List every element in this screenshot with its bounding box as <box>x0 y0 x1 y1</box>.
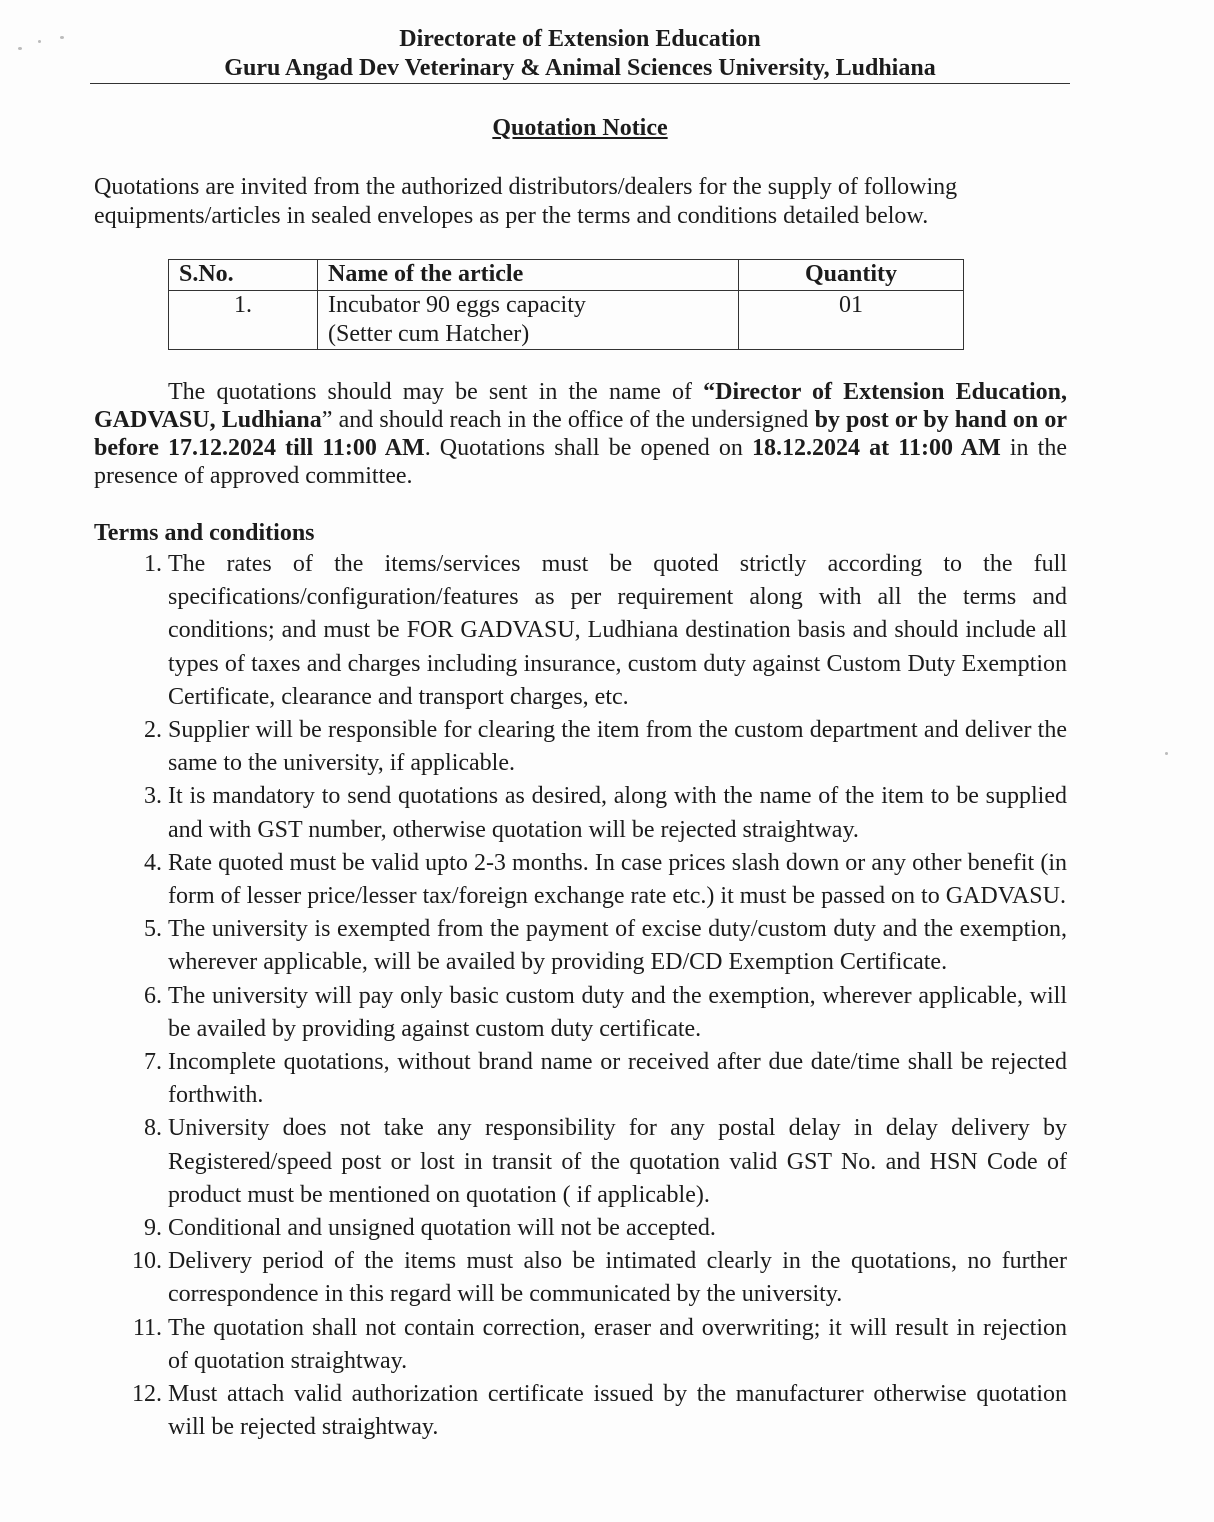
list-item <box>132 1245 1067 1311</box>
scan-speck <box>38 40 41 43</box>
list-item <box>144 1046 1067 1112</box>
items-table <box>168 259 964 350</box>
table-row <box>169 291 964 350</box>
column-header-article: Name of the article <box>318 260 739 291</box>
list-number: 9. <box>144 1215 162 1242</box>
submission-addressee: “Director of Extension Education, GADVASU, Ludhiana <box>94 379 1067 433</box>
list-item <box>144 1112 1067 1212</box>
list-item <box>144 780 1067 846</box>
list-item <box>144 714 1067 780</box>
cell-quantity: 01 <box>739 291 964 350</box>
list-item <box>144 548 1067 714</box>
list-number: 3. <box>144 783 162 810</box>
scan-speck <box>18 47 22 50</box>
header-divider <box>90 83 1070 84</box>
list-text: Supplier will be responsible for clearing the item from the custom department and deliver the same to the university, if applicable. <box>168 717 1067 777</box>
column-header-sno: S.No. <box>169 260 318 291</box>
header-university: Guru Angad Dev Veterinary & Animal Sciences University, Ludhiana <box>224 55 936 81</box>
article-name: Incubator 90 eggs capacity <box>328 292 586 318</box>
list-text: Incomplete quotations, without brand name or received after due date/time shall be rejected forthwith. <box>168 1049 1067 1109</box>
list-number: 2. <box>144 717 162 744</box>
list-item <box>132 1378 1067 1444</box>
header-directorate: Directorate of Extension Education <box>399 26 761 52</box>
list-text: Delivery period of the items must also be intimated clearly in the quotations, no further correspondence in this regard will be communicated by the university. <box>168 1248 1067 1308</box>
submission-paragraph <box>94 378 1067 490</box>
submission-text-1: The quotations should may be sent in the name of <box>168 379 704 405</box>
list-text: Conditional and unsigned quotation will not be accepted. <box>168 1215 716 1242</box>
list-text: The rates of the items/services must be quoted strictly according to the full specifications/configuration/features as per requirement along with all the terms and conditions; and must be FOR GADVASU, Ludhiana destination basis and should include all types of taxes and charges including insurance, custom duty against Custom Duty Exemption Certificate, clearance and transport charges, etc. <box>168 551 1067 710</box>
submission-deadline: by post or by hand on or before 17.12.2024 till 11:00 AM <box>94 407 1068 461</box>
cell-sno: 1. <box>169 291 318 350</box>
table-header-row <box>169 260 964 291</box>
list-number: 10. <box>132 1248 162 1275</box>
list-item <box>144 1212 1067 1245</box>
terms-list <box>132 548 1067 1444</box>
article-detail: (Setter cum Hatcher) <box>328 321 530 347</box>
intro-paragraph: Quotations are invited from the authorized distributors/dealers for the supply of following equipments/articles in sealed envelopes as per the terms and conditions detailed below. <box>94 174 958 229</box>
scan-speck <box>60 36 64 39</box>
list-number: 6. <box>144 982 162 1009</box>
submission-text-4: in the presence of approved committee. <box>94 435 1067 489</box>
list-item <box>132 1312 1067 1378</box>
list-item <box>144 980 1067 1046</box>
list-text: Rate quoted must be valid upto 2-3 months. In case prices slash down or any other benefit (in form of lesser price/lesser tax/foreign exchange rate etc.) it must be passed on to GADVASU. <box>168 849 1067 910</box>
list-item <box>144 847 1067 913</box>
list-text: University does not take any responsibility for any postal delay in delay delivery by Registered/speed post or lost in transit of the quotation valid GST No. and HSN Code of product must be mentioned on quotation ( if applicable). <box>168 1115 1067 1208</box>
notice-title: Quotation Notice <box>492 115 668 141</box>
list-item <box>144 913 1067 979</box>
cell-article <box>318 291 739 350</box>
list-number: 4. <box>144 849 162 876</box>
list-number: 8. <box>144 1115 162 1142</box>
scan-speck <box>1165 752 1168 755</box>
list-text: The university is exempted from the payment of excise duty/custom duty and the exemption, wherever applicable, will be availed by providing ED/CD Exemption Certificate. <box>168 916 1067 976</box>
column-header-quantity: Quantity <box>739 260 964 291</box>
list-number: 7. <box>144 1049 162 1076</box>
list-number: 5. <box>144 916 162 943</box>
submission-text-3: . Quotations shall be opened on <box>424 435 753 461</box>
terms-heading: Terms and conditions <box>94 520 315 546</box>
submission-text-2: ” and should reach in the office of the undersigned <box>321 407 815 433</box>
list-number: 1. <box>144 551 162 577</box>
document-header <box>90 25 1070 83</box>
list-text: It is mandatory to send quotations as desired, along with the name of the item to be supplied and with GST number, otherwise quotation will be rejected straightway. <box>168 783 1067 843</box>
list-text: Must attach valid authorization certificate issued by the manufacturer otherwise quotation will be rejected straightway. <box>168 1381 1067 1441</box>
opening-datetime: 18.12.2024 at 11:00 AM <box>752 435 1001 461</box>
list-number: 11. <box>132 1314 162 1341</box>
list-number: 12. <box>132 1381 162 1408</box>
list-text: The university will pay only basic custom duty and the exemption, wherever applicable, will be availed by providing against custom duty certificate. <box>168 982 1067 1042</box>
list-text: The quotation shall not contain correction, eraser and overwriting; it will result in rejection of quotation straightway. <box>168 1314 1067 1374</box>
